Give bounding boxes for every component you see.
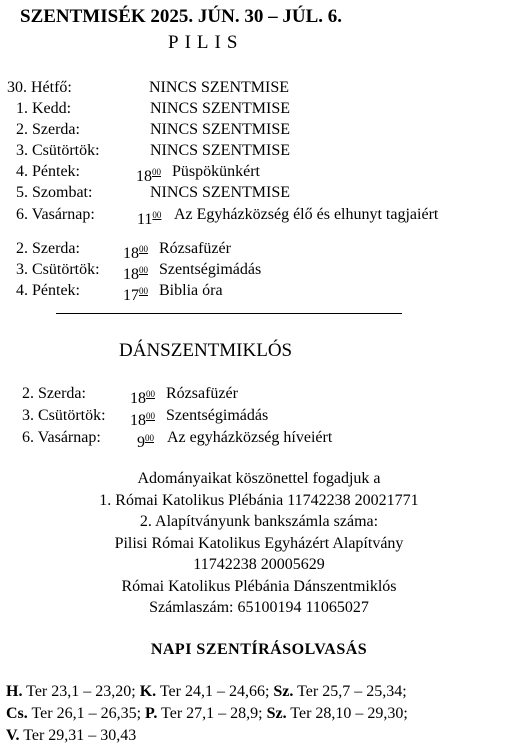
day-label: 3. Csütörtök: bbox=[16, 261, 100, 278]
list-item bbox=[16, 238, 506, 260]
event-description: Biblia óra bbox=[159, 282, 223, 299]
day-label: 6. Vasárnap: bbox=[16, 206, 95, 223]
day-label: 4. Péntek: bbox=[16, 163, 80, 180]
event-time: $17^{00}$ bbox=[123, 286, 148, 304]
day-label: 4. Péntek: bbox=[16, 282, 80, 299]
day-label: 30. Hétfő: bbox=[7, 79, 72, 96]
day-label: 5. Szombat: bbox=[16, 184, 93, 201]
donation-account-1: 1. Római Katolikus Plébánia 11742238 20021771 bbox=[99, 491, 419, 509]
mass-time: $18^{00}$ bbox=[136, 167, 161, 185]
mass-description: Az Egyházközség élő és elhunyt tagjaiért bbox=[174, 206, 439, 223]
dans-account: Számlaszám: 65100194 11065027 bbox=[149, 599, 369, 616]
day-label: 2. Szerda: bbox=[16, 121, 80, 138]
event-description: Az egyházközség híveiért bbox=[167, 429, 333, 446]
mass-description: NINCS SZENTMISE bbox=[149, 79, 290, 96]
mass-description: NINCS SZENTMISE bbox=[150, 142, 291, 159]
donation-account-2-label: 2. Alapítványunk bankszámla száma: bbox=[139, 513, 379, 530]
list-item bbox=[16, 161, 506, 183]
event-time: $18^{00}$ bbox=[123, 265, 148, 283]
list-item bbox=[16, 259, 506, 281]
list-item bbox=[22, 383, 502, 405]
reading-item: H. Ter 23,1 – 23,20; bbox=[6, 683, 140, 700]
mass-description: NINCS SZENTMISE bbox=[150, 184, 291, 201]
day-label: 1. Kedd: bbox=[16, 100, 72, 117]
page-title: SZENTMISÉK 2025. JÚN. 30 – JÚL. 6. bbox=[20, 6, 342, 27]
reading-item: Sz. Ter 25,7 – 25,34; bbox=[273, 683, 407, 700]
list-item bbox=[7, 77, 507, 99]
list-item bbox=[16, 140, 506, 162]
foundation-name: Pilisi Római Katolikus Egyházért Alapítvány bbox=[114, 534, 404, 552]
list-item bbox=[22, 427, 502, 449]
event-description: Rózsafüzér bbox=[159, 240, 231, 257]
event-time: $18^{00}$ bbox=[130, 389, 155, 407]
reading-item: K. Ter 24,1 – 24,66; bbox=[139, 683, 274, 700]
event-time: $18^{00}$ bbox=[130, 411, 155, 429]
list-item bbox=[16, 204, 516, 226]
donation-info bbox=[0, 468, 518, 619]
readings-list bbox=[6, 681, 516, 747]
reading-item: V. Ter 29,31 – 30,43 bbox=[6, 727, 137, 744]
section-title-dans: DÁNSZENTMIKLÓS bbox=[119, 340, 293, 361]
mass-description: Püspökünkért bbox=[172, 163, 260, 180]
donation-intro: Adományaikat köszönettel fogadjuk a bbox=[137, 470, 381, 487]
day-label: 2. Szerda: bbox=[16, 240, 80, 257]
event-description: Szentségimádás bbox=[159, 261, 262, 278]
day-label: 2. Szerda: bbox=[22, 385, 86, 402]
event-time: $9^{00}$ bbox=[137, 433, 154, 451]
list-item bbox=[16, 98, 506, 120]
day-label: 3. Csütörtök: bbox=[16, 142, 100, 159]
readings-title: NAPI SZENTÍRÁSOLVASÁS bbox=[150, 641, 368, 658]
day-label: 3. Csütörtök: bbox=[22, 407, 106, 424]
event-description: Szentségimádás bbox=[166, 407, 269, 424]
event-time: $18^{00}$ bbox=[123, 244, 148, 262]
list-item bbox=[16, 119, 506, 141]
list-item bbox=[16, 182, 506, 204]
reading-item: Cs. Ter 26,1 – 26,35; bbox=[6, 705, 146, 722]
reading-item: Sz. Ter 28,10 – 29,30; bbox=[266, 705, 408, 722]
mass-time: $11^{00}$ bbox=[137, 210, 162, 228]
reading-item: P. Ter 27,1 – 28,9; bbox=[145, 705, 267, 722]
section-divider bbox=[56, 313, 402, 314]
list-item bbox=[16, 280, 506, 302]
event-description: Rózsafüzér bbox=[166, 385, 238, 402]
parish-name: PILIS bbox=[168, 32, 244, 53]
list-item bbox=[22, 405, 502, 427]
mass-description: NINCS SZENTMISE bbox=[150, 121, 291, 138]
day-label: 6. Vasárnap: bbox=[22, 429, 101, 446]
mass-description: NINCS SZENTMISE bbox=[150, 100, 291, 117]
dans-parish-name: Római Katolikus Plébánia Dánszentmiklós bbox=[121, 577, 397, 595]
foundation-account: 11742238 20005629 bbox=[193, 556, 325, 573]
